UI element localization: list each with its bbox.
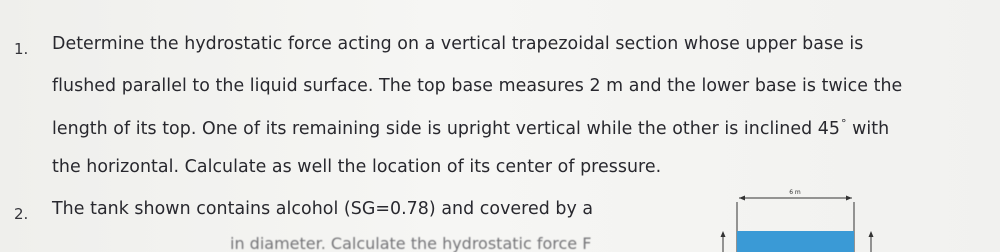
problem-1-line-4: the horizontal. Calculate as well the location of its center of pressure.: [52, 157, 662, 177]
tank-figure: [715, 188, 1000, 252]
problem-2-number: 2.: [14, 205, 29, 223]
problem-1-number: 1.: [14, 40, 29, 58]
problem-2-cut-line: in diameter. Calculate the hydrostatic force F: [230, 234, 592, 252]
dimension-arrow-right: [846, 196, 852, 201]
problem-1-line-3-end: with: [852, 119, 890, 139]
right-dimension-arrowhead: [869, 231, 874, 237]
problem-1-line-3-text: length of its top. One of its remaining side is upright vertical while the other is inclined 45: [52, 119, 840, 139]
problem-1-line-3: [52, 117, 889, 139]
alcohol-liquid: [737, 231, 854, 252]
dimension-arrow-left: [739, 196, 745, 201]
tank-width-label: 6 m: [789, 189, 801, 196]
left-dimension-arrowhead: [721, 231, 726, 237]
problem-2-line-1: The tank shown contains alcohol (SG=0.78) and covered by a: [52, 199, 594, 219]
problem-1-line-2: flushed parallel to the liquid surface. The top base measures 2 m and the lower base is twice the: [52, 76, 903, 96]
problem-1-line-1: Determine the hydrostatic force acting on a vertical trapezoidal section whose upper base is: [52, 34, 864, 54]
degree-symbol: °: [840, 117, 847, 130]
